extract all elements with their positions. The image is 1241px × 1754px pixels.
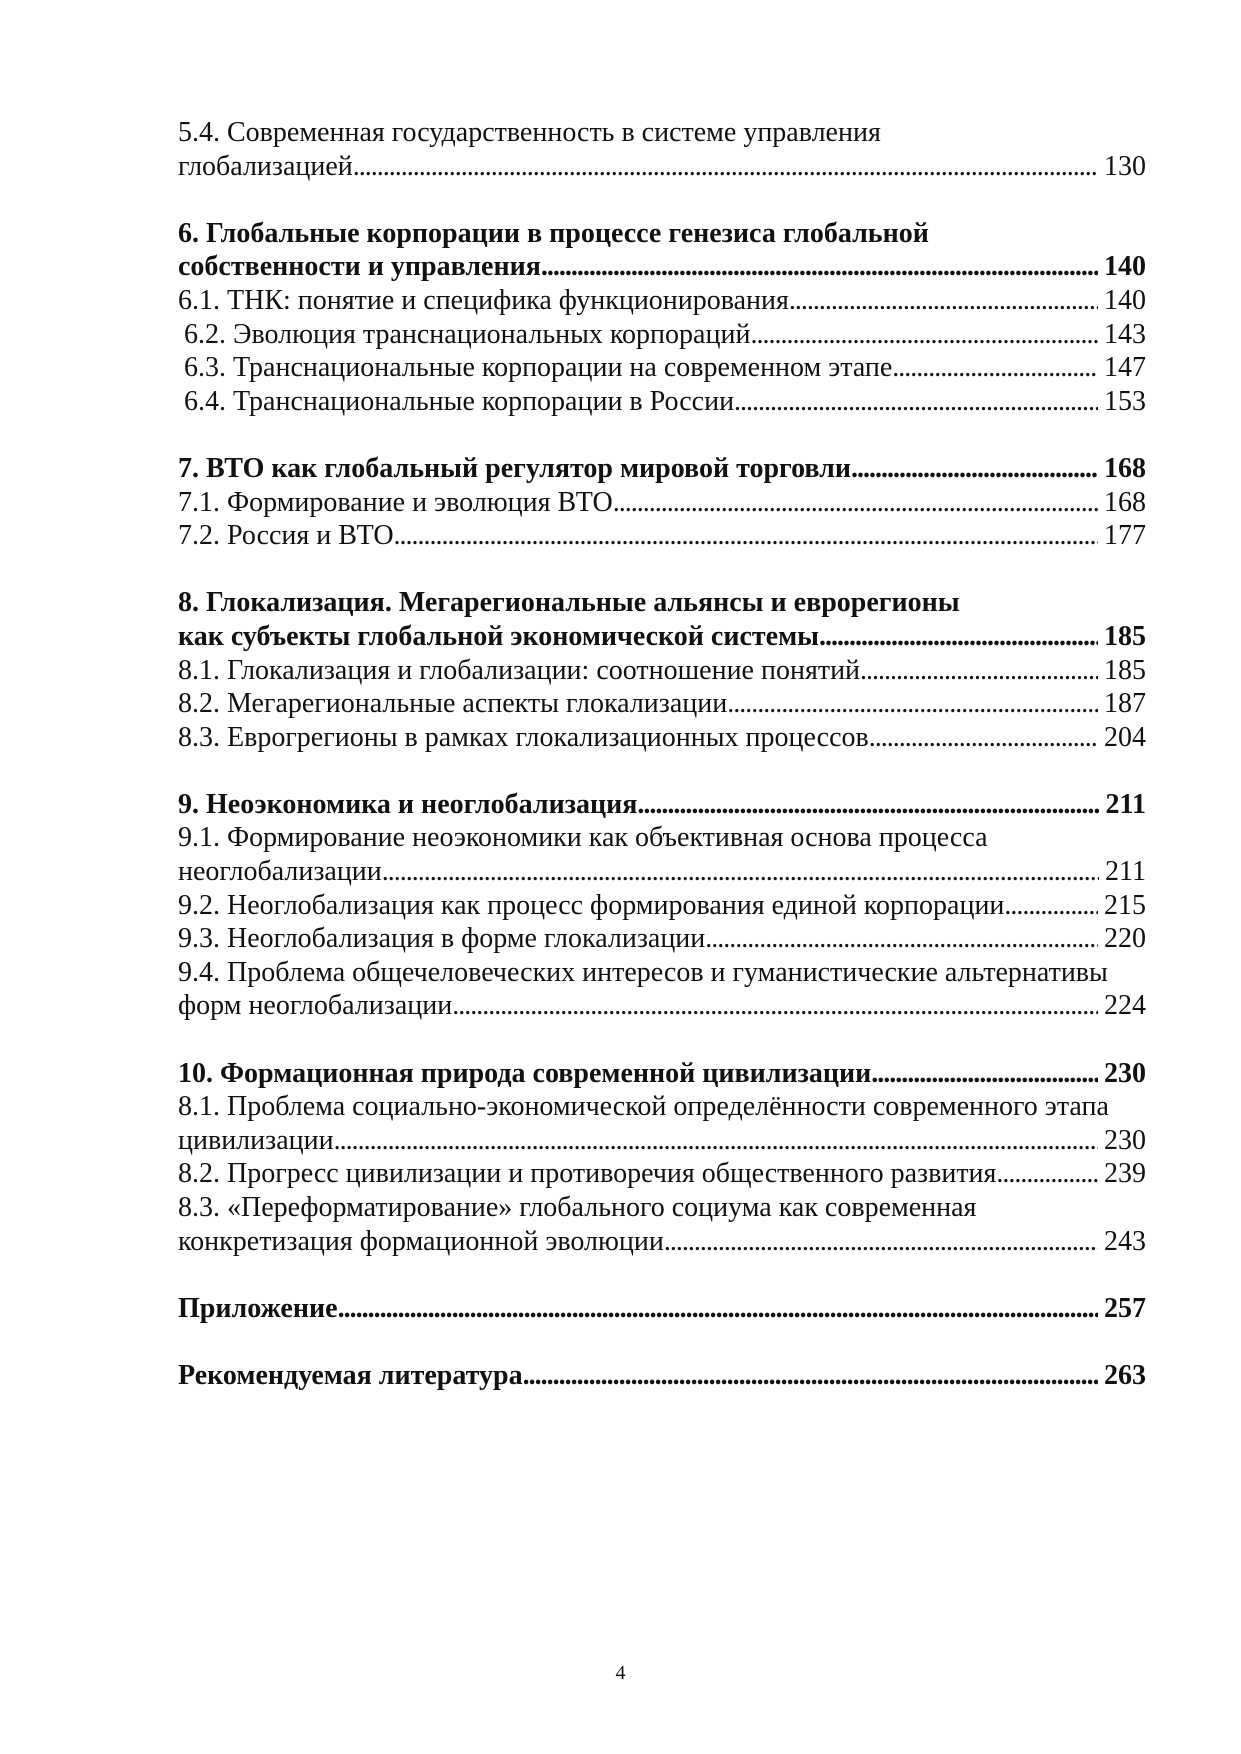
toc-9-1-line2[interactable]: неоглобализации . . . 211 — [178, 855, 1146, 889]
leader-dots — [727, 687, 1098, 721]
toc-chapter-10[interactable]: 10. Формационная природа современной цивилизации . . . 230 — [178, 1057, 1146, 1091]
toc-10-2[interactable]: 8.2. Прогресс цивилизации и противоречия общественного развития . . . 239 — [178, 1157, 1146, 1191]
toc-appendix[interactable]: Приложение . . . 257 — [178, 1292, 1146, 1326]
leader-dots — [892, 351, 1098, 385]
leader-dots — [871, 1057, 1098, 1091]
toc-9-3[interactable]: 9.3. Неоглобализация в форме глокализации . . . 220 — [178, 922, 1146, 956]
toc-9-4-line1: 9.4. Проблема общечеловеческих интересов и гуманистические альтернативы — [178, 956, 1108, 988]
leader-dots — [664, 1225, 1098, 1259]
leader-dots — [860, 654, 1098, 688]
toc-chapter-9[interactable]: 9. Неоэкономика и неоглобализация . . . 211 — [178, 788, 1146, 822]
page-ref: 211 — [1105, 788, 1146, 820]
page-ref: 215 — [1104, 889, 1146, 921]
page-ref: 263 — [1104, 1359, 1146, 1391]
page-ref: 204 — [1104, 721, 1146, 753]
leader-dots — [789, 284, 1098, 318]
leader-dots — [353, 150, 1098, 184]
leader-dots — [452, 989, 1098, 1023]
page-ref: 185 — [1104, 654, 1146, 686]
page-ref: 168 — [1104, 452, 1146, 484]
page-ref: 211 — [1105, 856, 1146, 888]
toc-6-1[interactable]: 6.1. ТНК: понятие и специфика функционирования . . . 140 — [178, 284, 1146, 318]
page-ref: 177 — [1104, 520, 1146, 552]
page-ref: 147 — [1104, 352, 1146, 384]
page-ref: 143 — [1104, 318, 1146, 350]
toc-10-3-line2[interactable]: конкретизация формационной эволюции . . . 243 — [178, 1225, 1146, 1259]
leader-dots — [338, 1292, 1098, 1326]
toc-6-3[interactable]: 6.3. Транснациональные корпорации на современном этапе . . . 147 — [178, 351, 1146, 385]
page-ref: 243 — [1104, 1225, 1146, 1257]
leader-dots — [613, 486, 1098, 520]
toc-chapter-6-line2[interactable]: собственности и управления . . . 140 — [178, 250, 1146, 284]
leader-dots — [1004, 889, 1098, 923]
leader-dots — [750, 318, 1098, 352]
toc-8-3[interactable]: 8.3. Еврогрегионы в рамках глокализационных процессов . . . 204 — [178, 721, 1146, 755]
page-ref: 230 — [1104, 1124, 1146, 1156]
toc-10-3-line1: 8.3. «Переформатирование» глобального социума как современная — [178, 1192, 977, 1223]
leader-dots — [734, 385, 1098, 419]
page-ref: 239 — [1104, 1158, 1146, 1190]
page-ref: 220 — [1104, 923, 1146, 955]
toc-9-1-line1: 9.1. Формирование неоэкономики как объективная основа процесса — [178, 822, 988, 854]
leader-dots — [523, 1359, 1098, 1393]
toc-chapter-8-line2[interactable]: как субъекты глобальной экономической системы . . . 185 — [178, 620, 1146, 654]
table-of-contents — [178, 116, 1146, 1393]
toc-6-2[interactable]: 6.2. Эволюция транснациональных корпораций . . . 143 — [178, 318, 1146, 352]
toc-5-4-line1: 5.4. Современная государственность в системе управления — [178, 117, 881, 148]
leader-dots — [869, 721, 1098, 755]
toc-7-1[interactable]: 7.1. Формирование и эволюция ВТО . . . 168 — [178, 486, 1146, 520]
toc-chapter-6-line1: 6. Глобальные корпорации в процессе генезиса глобальной — [178, 217, 929, 249]
toc-8-2[interactable]: 8.2. Мегарегиональные аспекты глокализации . . . 187 — [178, 687, 1146, 721]
page-ref: 153 — [1104, 385, 1146, 417]
toc-8-1[interactable]: 8.1. Глокализация и глобализации: соотношение понятий . . . 185 — [178, 654, 1146, 688]
leader-dots — [851, 452, 1098, 486]
leader-dots — [382, 855, 1099, 889]
toc-5-4-line2[interactable]: глобализацией . . . 130 — [178, 150, 1146, 184]
toc-10-1-line2[interactable]: цивилизации . . . 230 — [178, 1124, 1146, 1158]
leader-dots — [334, 1124, 1098, 1158]
page-ref: 230 — [1104, 1057, 1146, 1089]
toc-7-2[interactable]: 7.2. Россия и ВТО . . . 177 — [178, 519, 1146, 553]
toc-9-2[interactable]: 9.2. Неоглобализация как процесс формирования единой корпорации . . . 215 — [178, 889, 1146, 923]
leader-dots — [705, 922, 1098, 956]
toc-6-4[interactable]: 6.4. Транснациональные корпорации в России . . . 153 — [178, 385, 1146, 419]
leader-dots — [996, 1157, 1098, 1191]
page-ref: 257 — [1104, 1292, 1146, 1324]
leader-dots — [637, 788, 1099, 822]
page-ref: 140 — [1104, 284, 1146, 316]
leader-dots — [541, 250, 1098, 284]
page-ref: 187 — [1104, 688, 1146, 720]
toc-chapter-8-line1: 8. Глокализация. Мегарегиональные альянсы и еврорегионы — [178, 587, 960, 619]
leader-dots — [819, 620, 1098, 654]
page-ref: 140 — [1104, 251, 1146, 283]
toc-chapter-7[interactable]: 7. ВТО как глобальный регулятор мировой торговли . . . 168 — [178, 452, 1146, 486]
page-number: 4 — [615, 1662, 626, 1684]
page-ref: 185 — [1104, 620, 1146, 652]
page-ref: 130 — [1104, 150, 1146, 182]
toc-10-1-line1: 8.1. Проблема социально-экономической определённости современного этапа — [178, 1091, 1109, 1123]
toc-literature[interactable]: Рекомендуемая литература . . . 263 — [178, 1359, 1146, 1393]
page-ref: 224 — [1104, 990, 1146, 1022]
leader-dots — [394, 519, 1098, 553]
page-ref: 168 — [1104, 486, 1146, 518]
toc-9-4-line2[interactable]: форм неоглобализации . . . 224 — [178, 989, 1146, 1023]
